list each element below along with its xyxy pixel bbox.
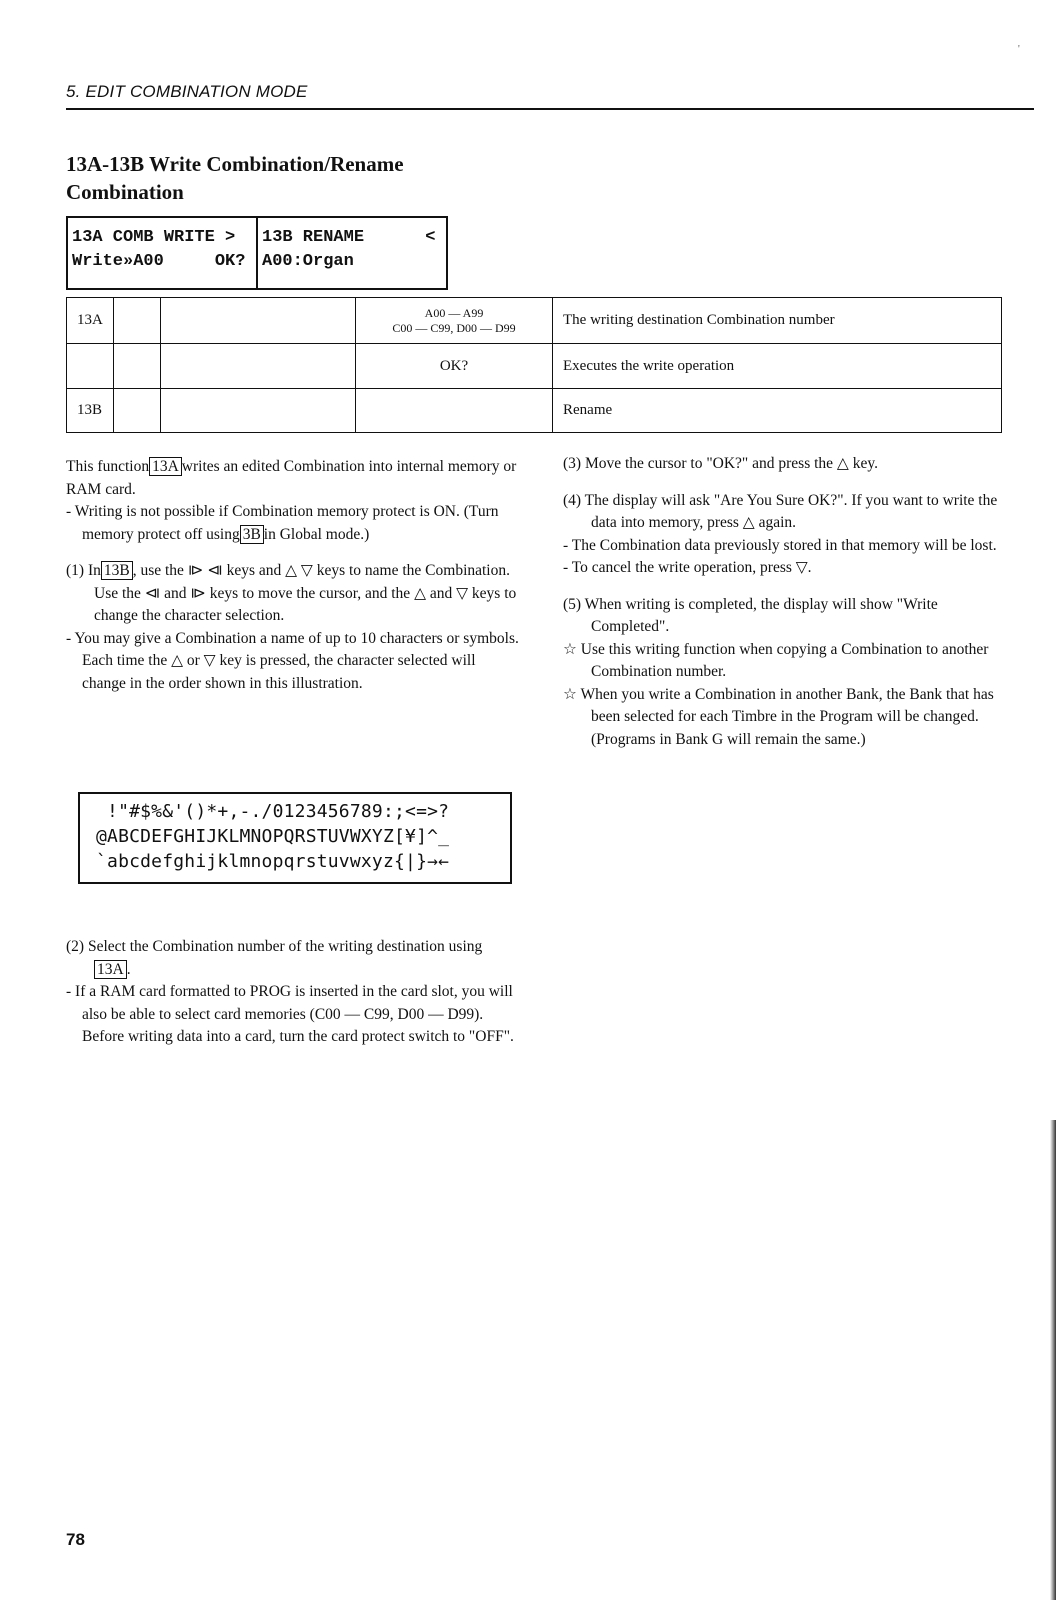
- section-title: 5. EDIT COMBINATION MODE: [66, 82, 308, 101]
- right-column: [563, 453, 1015, 751]
- description-cell: Executes the write operation: [553, 344, 1002, 389]
- page-number: 78: [66, 1530, 85, 1549]
- section-header: [66, 82, 1034, 110]
- text: in Global mode.): [263, 525, 370, 543]
- note-name-length: - You may give a Combination a name of up to 10 characters or symbols.: [66, 629, 519, 647]
- empty-cell: [114, 389, 161, 433]
- text: This function: [66, 458, 150, 475]
- empty-cell: [161, 344, 356, 389]
- row-id: [67, 344, 114, 389]
- title-line-1: 13A-13B Write Combination/Rename: [66, 152, 404, 176]
- table-row: [67, 298, 1002, 344]
- tip-bank: ☆ When you write a Combination in another Bank, the Bank that has been selected for each Timbre in the Program will be changed. (Programs in Bank G will remain the same.): [563, 685, 994, 748]
- empty-cell: [114, 298, 161, 344]
- scan-edge-shadow: [1050, 1120, 1056, 1600]
- charset-line-3: `abcdefghijklmnopqrstuvwxyz{|}→←: [96, 851, 450, 872]
- charset-line-2: @ABCDEFGHIJKLMNOPQRSTUVWXYZ[¥]^_: [96, 826, 450, 847]
- intro-paragraph: [66, 456, 520, 501]
- note-cancel: - To cancel the write operation, press ▽.: [563, 559, 812, 576]
- text: (1) In: [66, 562, 101, 579]
- note-data-lost: - The Combination data previously stored in that memory will be lost.: [563, 536, 997, 554]
- description-cell: Rename: [553, 389, 1002, 433]
- range-cell: OK?: [356, 344, 553, 389]
- lcd-13a-line-1: 13A COMB WRITE >: [72, 228, 236, 247]
- empty-cell: [161, 298, 356, 344]
- lcd-13a-line-2: Write»A00 OK?: [72, 252, 246, 271]
- range-line-2: C00 — C99, D00 — D99: [392, 320, 516, 335]
- param-ref: 3B: [240, 525, 264, 544]
- text: , use the ⧐ ⧏ keys and △ ▽ keys to name the Combination.: [132, 562, 510, 579]
- step-5: (5) When writing is completed, the display will show "Write Completed".: [563, 595, 938, 635]
- text: writes an edited Combination into internal memory or RAM card.: [66, 458, 517, 498]
- charset-line-1: !"#$%&'()*+,-./0123456789:;<=>?: [96, 801, 450, 822]
- lcd-pane-13b: [258, 218, 446, 288]
- empty-cell: [114, 344, 161, 389]
- text: - Writing is not possible if Combination memory protect is ON. (Turn memory protect off using: [66, 503, 499, 543]
- step-1-detail: Use the ⧏ and ⧐ keys to move the cursor, and the △ and ▽ keys to change the character selection.: [94, 584, 517, 624]
- empty-cell: [161, 389, 356, 433]
- character-set-illustration: [78, 792, 512, 884]
- table-row: [67, 389, 1002, 433]
- text: (2) Select the Combination number of the writing destination using: [66, 938, 483, 955]
- text: .: [126, 960, 131, 978]
- lcd-13b-line-1: 13B RENAME <: [262, 228, 436, 247]
- note-memory-protect: [66, 501, 520, 546]
- step-4: (4) The display will ask "Are You Sure OK?". If you want to write the data into memory, press △ again.: [563, 491, 998, 531]
- lcd-pane-13a: [68, 218, 258, 288]
- parameter-table: [66, 297, 1002, 433]
- title-line-2: Combination: [66, 180, 184, 204]
- range-line-1: A00 — A99: [424, 305, 484, 320]
- note-ram-card: - If a RAM card formatted to PROG is inserted in the card slot, you will also be able to select card memories (C00 — C99, D00 — D99). Before writing data into a card, turn the card protect switch to "OFF".: [66, 983, 514, 1045]
- range-cell: [356, 298, 553, 344]
- table-row: [67, 344, 1002, 389]
- row-id: 13B: [67, 389, 114, 433]
- margin-mark: ': [1018, 44, 1020, 55]
- note-name-order: Each time the △ or ▽ key is pressed, the character selected will change in the order shown in this illustration.: [82, 652, 476, 692]
- description-cell: The writing destination Combination number: [553, 298, 1002, 344]
- lcd-display: [66, 216, 448, 290]
- page-title: [66, 150, 404, 206]
- param-ref: 13B: [101, 561, 133, 580]
- step-1: [66, 560, 520, 583]
- tip-copy: ☆ Use this writing function when copying a Combination to another Combination number.: [563, 640, 989, 680]
- row-id: 13A: [67, 298, 114, 344]
- param-ref: 13A: [149, 457, 182, 476]
- step-2: [66, 936, 520, 981]
- lcd-13b-line-2: A00:Organ: [262, 252, 354, 271]
- param-ref: 13A: [94, 960, 127, 979]
- left-column-lower: [66, 936, 520, 1049]
- range-cell: [356, 389, 553, 433]
- left-column: [66, 456, 520, 695]
- step-3: (3) Move the cursor to "OK?" and press the △ key.: [563, 455, 878, 472]
